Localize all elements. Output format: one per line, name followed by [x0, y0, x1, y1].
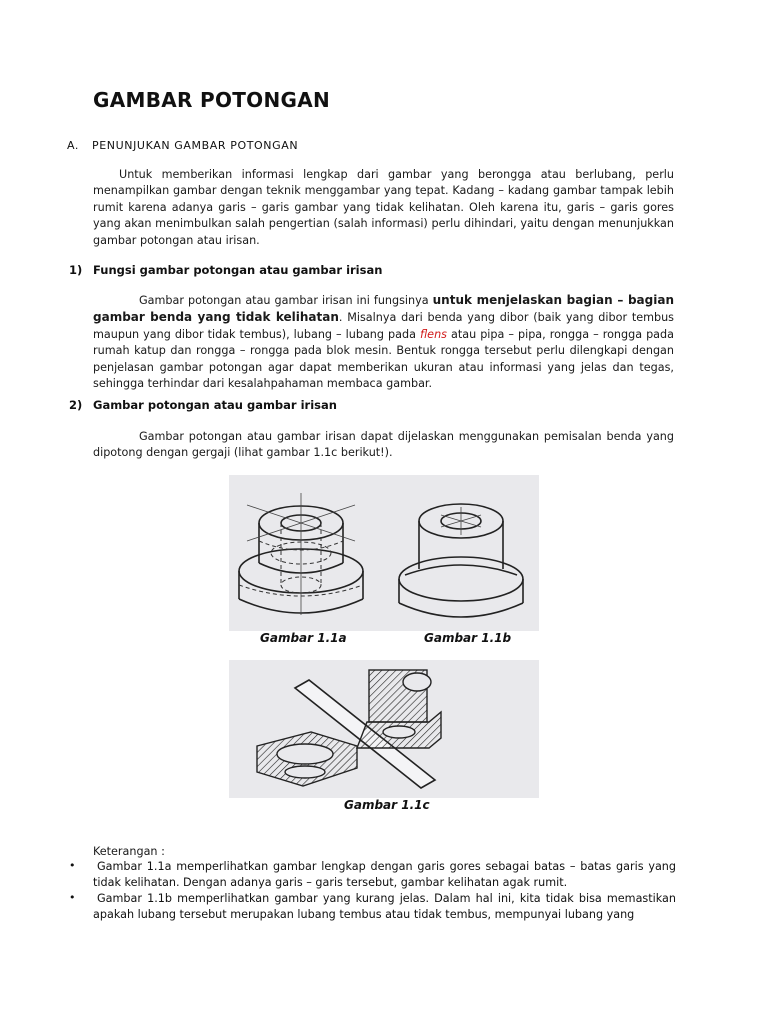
caption-figure-1-1c: Gambar 1.1c [344, 798, 430, 812]
bullet-text-1: Gambar 1.1a memperlihatkan gambar lengkap dengan garis gores sebagai batas – batas garis yang tidak kelihatan. Dengan adanya garis – garis tersebut, gambar kelihatan agak rumit. [93, 860, 676, 890]
section2-paragraph: Gambar potongan atau gambar irisan dapat dijelaskan menggunakan pemisalan benda yang dipotong dengan gergaji (lihat gambar 1.1c berikut!). [93, 430, 674, 460]
section2-number: 2) [69, 398, 83, 412]
section-a-heading [67, 139, 298, 152]
intro-paragraph: Untuk memberikan informasi lengkap dari gambar yang berongga atau berlubang, perlu menampilkan gambar dengan teknik menggambar yang tepat. Kadang – kadang gambar tampak lebih rumit karena adanya garis – garis gambar yang tidak kelihatan. Oleh karena itu, garis – garis gores yang akan menimbulkan salah pengertian (salah informasi) perlu dihindari, yaitu dengan menunjukkan gambar potongan atau irisan. [93, 168, 674, 247]
section1-text-b: . Misalnya dari benda yang dibor (baik yang dibor tembus maupun yang dibor tidak tembus), lubang – lubang pada [93, 311, 675, 341]
bullet-icon: • [69, 859, 76, 872]
list-item [69, 859, 676, 892]
page-title: GAMBAR POTONGAN [93, 88, 331, 112]
section1-paragraph [93, 292, 674, 392]
section1-text-c: atau pipa – pipa, rongga – rongga pada rumah katup dan rongga – rongga pada blok mesin. Bentuk rongga tersebut perlu dilengkapi dengan penjelasan gambar potongan agar dapat memberikan ukuran atau informasi yang jelas dan tegas, sehingga terhindar dari kesalahpahaman membaca gambar. [93, 327, 674, 391]
section-a-label: A. [67, 139, 80, 152]
section-a-text: PENUNJUKAN GAMBAR POTONGAN [92, 139, 299, 152]
list-item [69, 891, 676, 924]
sectioned-object-drawing [229, 660, 539, 798]
figure-1-1c-image [229, 660, 539, 798]
flens-term: flens [419, 327, 447, 341]
section1-text-a: Gambar potongan atau gambar irisan ini fungsinya [139, 294, 433, 307]
section2-heading [69, 398, 337, 412]
section1-heading [69, 263, 382, 277]
caption-figure-1-1b: Gambar 1.1b [424, 631, 512, 645]
section1-bold-text: untuk menjelaskan bagian – bagian gambar benda yang tidak kelihatan [93, 293, 674, 325]
bullet-icon: • [69, 891, 76, 904]
cylinder-drawings [229, 475, 539, 631]
figure-1-1ab-image [229, 475, 539, 631]
caption-figure-1-1a: Gambar 1.1a [260, 631, 347, 645]
section1-number: 1) [69, 263, 83, 277]
keterangan-label: Keterangan : [93, 845, 165, 858]
section2-title: Gambar potongan atau gambar irisan [93, 398, 337, 412]
section1-title: Fungsi gambar potongan atau gambar irisan [93, 263, 383, 277]
bullet-text-2: Gambar 1.1b memperlihatkan gambar yang kurang jelas. Dalam hal ini, kita tidak bisa memastikan apakah lubang tersebut merupakan lubang tembus atau tidak tembus, mempunyai lubang yang [93, 892, 676, 922]
